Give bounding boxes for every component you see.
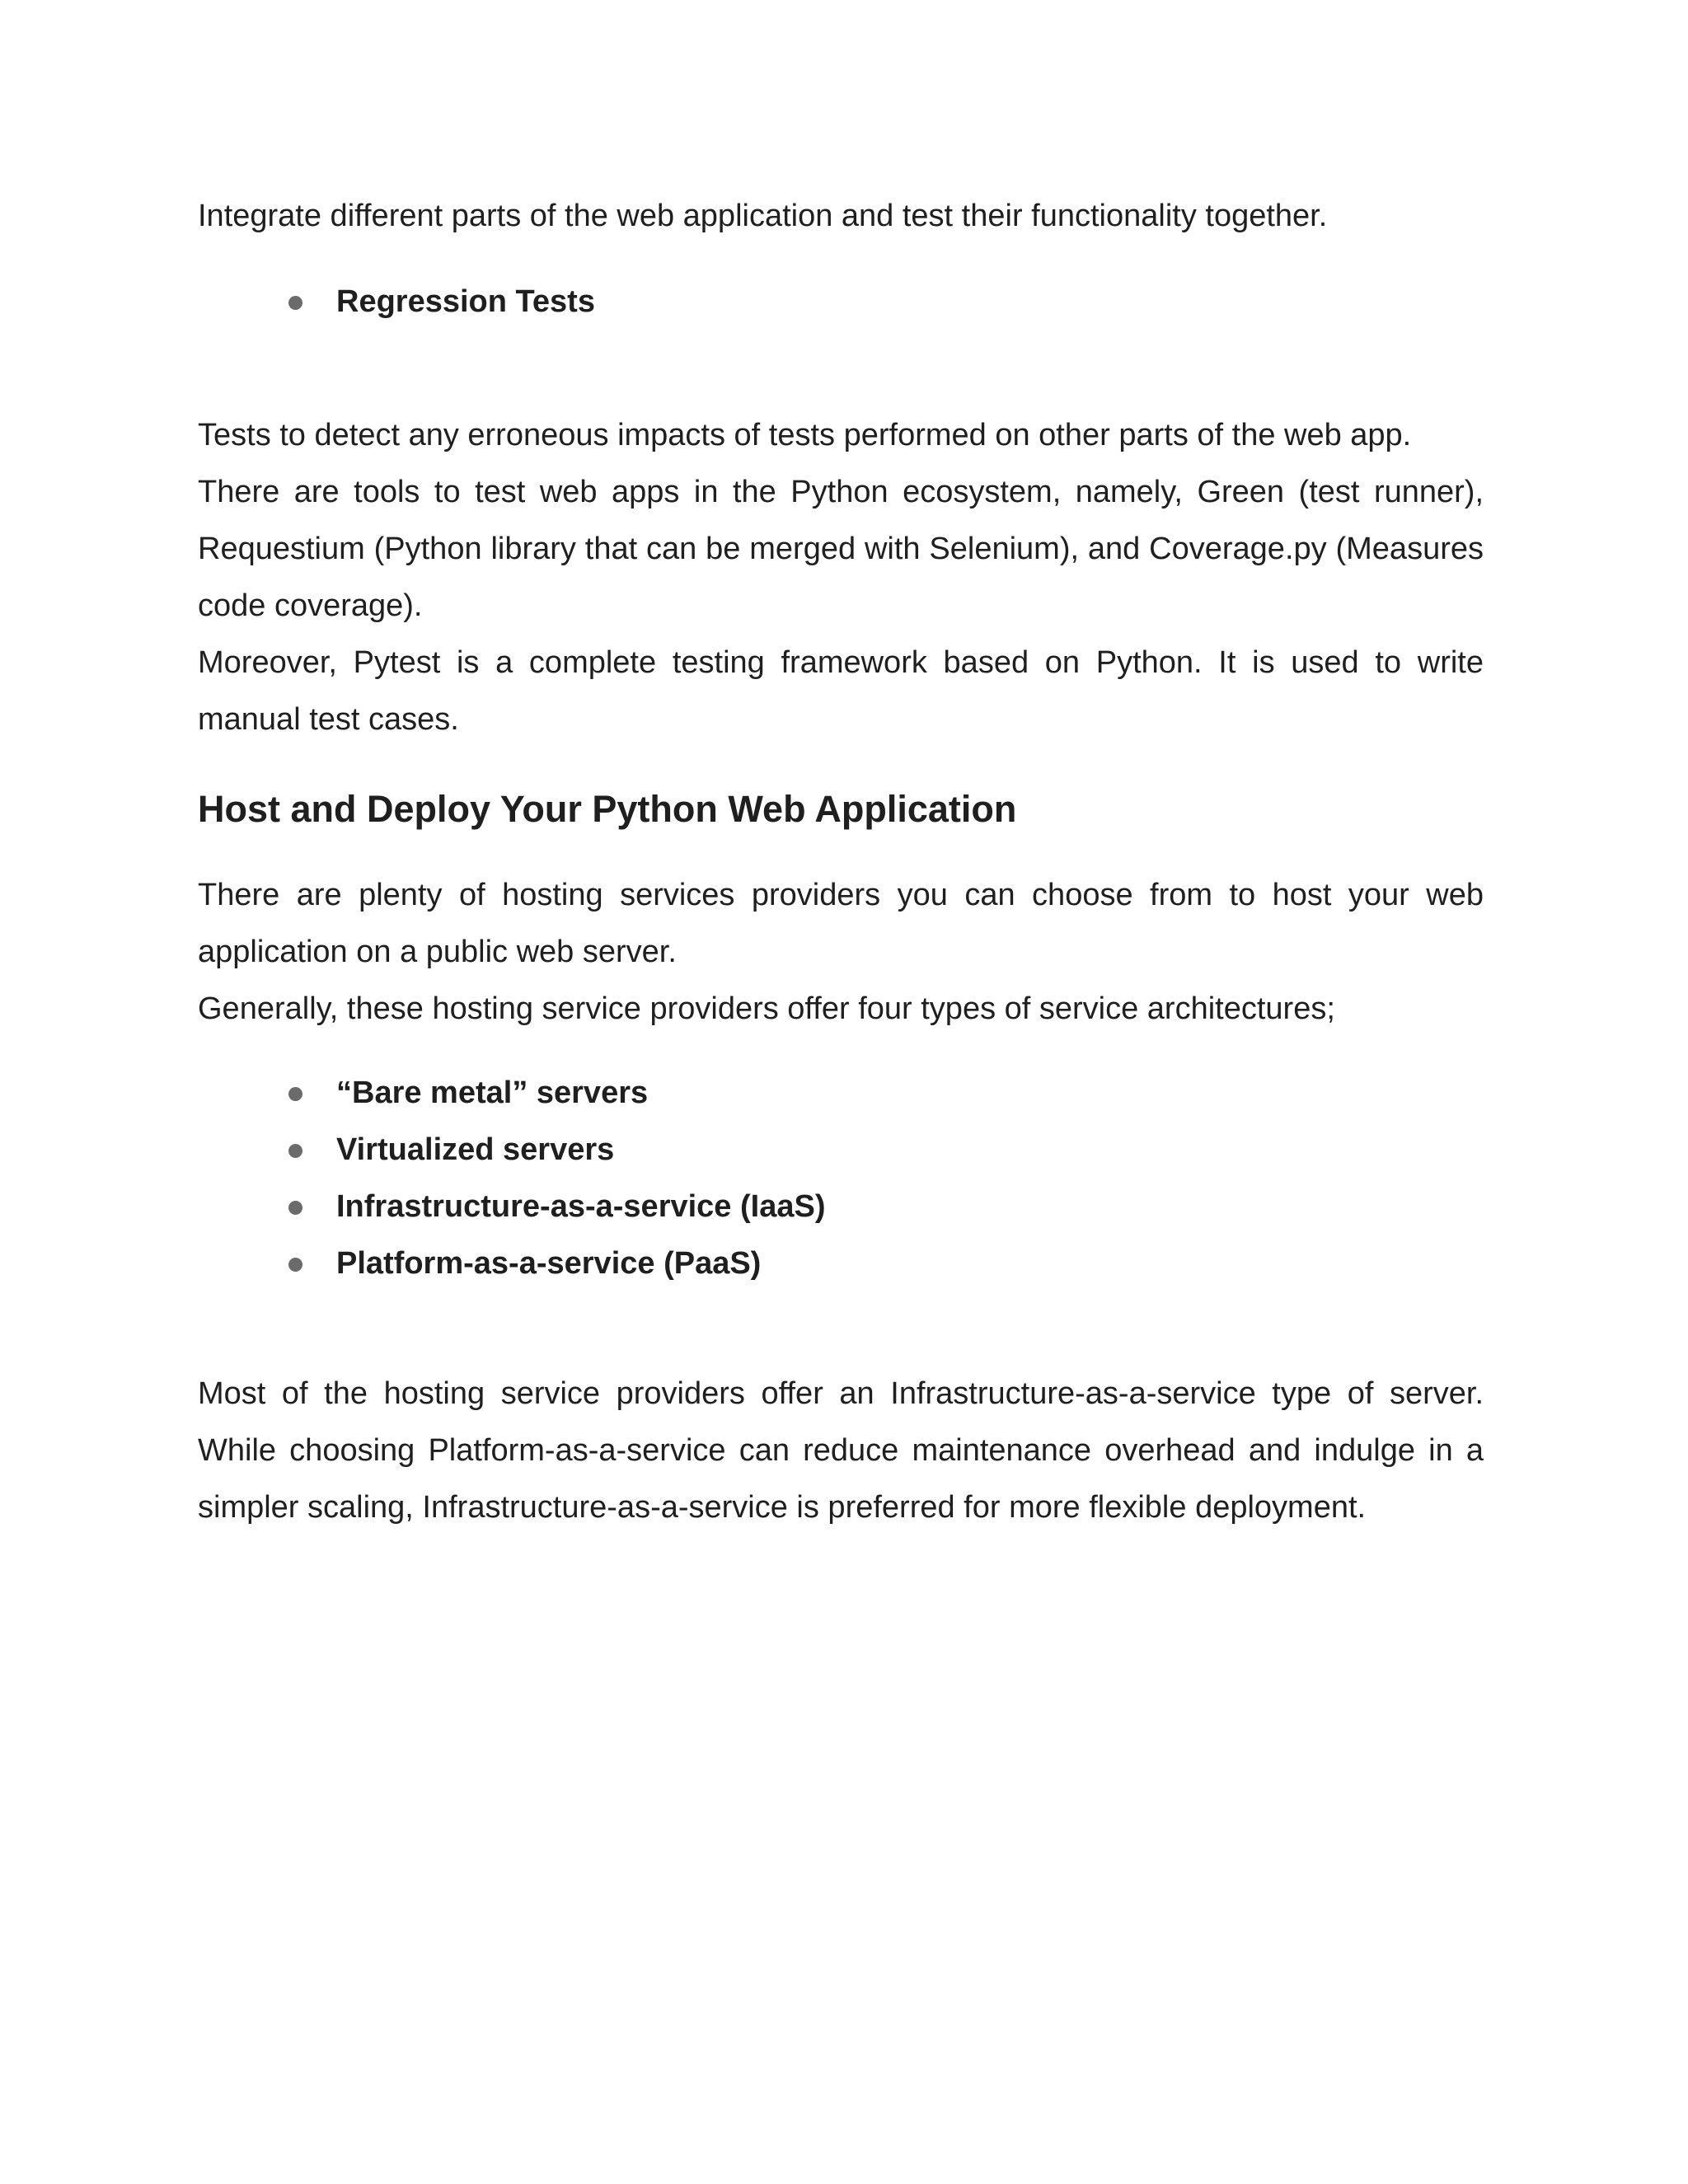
list-item-label: Virtualized servers xyxy=(336,1132,615,1167)
paragraph-line: There are tools to test web apps in the Python ecosystem, namely, Green (test runner), Requestium (Python library that can be merged with Selenium), and Coverage.py (Measures code coverage). xyxy=(198,475,1484,623)
paragraph-integration: Integrate different parts of the web application and test their functionality together. xyxy=(198,199,1328,233)
bullet-dot-icon xyxy=(288,1201,302,1215)
paragraph-hosting xyxy=(198,867,1484,1038)
list-item xyxy=(0,1122,825,1179)
section-heading: Host and Deploy Your Python Web Application xyxy=(198,788,1017,830)
list-item-label: Platform-as-a-service (PaaS) xyxy=(336,1246,762,1281)
list-item-label: “Bare metal” servers xyxy=(336,1076,649,1110)
paragraph-line: Moreover, Pytest is a complete testing framework based on Python. It is used to write manual test cases. xyxy=(198,645,1484,737)
paragraph-line: There are plenty of hosting services providers you can choose from to host your web application on a public web server. xyxy=(198,878,1484,969)
bullet-dot-icon xyxy=(288,1144,302,1158)
paragraph-regression xyxy=(198,407,1484,748)
bullet-list-architectures xyxy=(0,1065,825,1292)
bullet-dot-icon xyxy=(288,296,302,310)
paragraph-conclusion: Most of the hosting service providers offer an Infrastructure-as-a-service type of server. While choosing Platform-as-a-service can reduce maintenance overhead and indulge in a simpler scaling, Infrastructure-as-a-service is preferred for more flexible deployment. xyxy=(198,1376,1484,1525)
bullet-dot-icon xyxy=(288,1258,302,1272)
paragraph-line: Generally, these hosting service providers offer four types of service architectures; xyxy=(198,991,1335,1026)
list-item xyxy=(0,1235,825,1292)
bullet-dot-icon xyxy=(288,1087,302,1101)
bullet-list-tests xyxy=(0,274,595,330)
list-item xyxy=(0,1065,825,1122)
list-item xyxy=(0,1179,825,1235)
list-item-label: Infrastructure-as-a-service (IaaS) xyxy=(336,1189,826,1224)
list-item xyxy=(0,274,595,330)
paragraph-line: Tests to detect any erroneous impacts of tests performed on other parts of the web app. xyxy=(198,418,1412,452)
list-item-label: Regression Tests xyxy=(336,284,595,319)
